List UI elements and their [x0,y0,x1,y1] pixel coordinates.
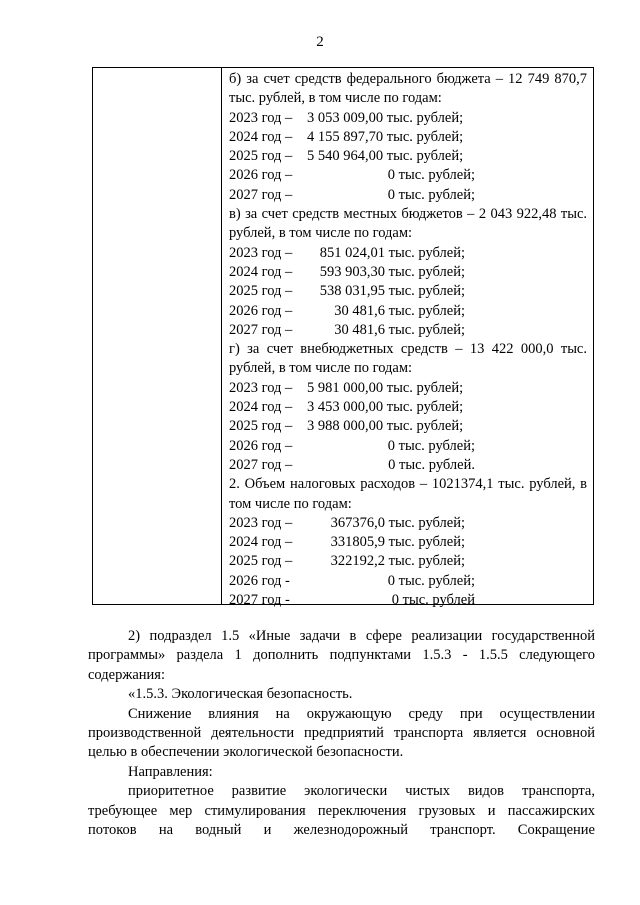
local-year-row [229,282,587,301]
tax-heading: 2. Объем налоговых расходов – 1021374,1 тыс. рублей, в [229,476,587,493]
paragraph-line: 2) подраздел 1.5 «Иные задачи в сфере реализации государственной [128,628,595,644]
tax-year-row [229,533,587,552]
year-amount: 367376,0 тыс. рублей; [330,514,465,531]
extrabudget-heading-cont: рублей, в том числе по годам: [229,360,413,377]
year-label: 2023 год – [229,109,293,126]
paragraph-line: программы» раздела 1 дополнить подпунктами 1.5.3 - 1.5.5 следующего [88,647,595,664]
tax-year-row [229,572,587,591]
tax-year-row [229,552,587,571]
year-amount: 0 тыс. рублей; [387,186,475,203]
year-label: 2026 год – [229,437,293,454]
year-label: 2027 год - [229,592,290,609]
funding-table [92,67,594,609]
section-heading: «1.5.3. Экологическая безопасность. [128,686,353,703]
year-label: 2025 год – [229,283,293,300]
year-amount: 3 453 000,00 тыс. рублей; [307,399,464,416]
year-amount: 4 155 897,70 тыс. рублей; [307,128,464,145]
paragraph-line: потоков на водный и железнодорожный транспорт. Сокращение [88,821,595,838]
year-label: 2027 год – [229,186,293,203]
federal-year-row [229,166,587,185]
year-amount: 0 тыс. рублей [391,592,475,609]
year-amount: 322192,2 тыс. рублей; [330,553,465,570]
tax-year-row [229,514,587,533]
year-amount: 593 903,30 тыс. рублей; [319,263,465,280]
year-amount: 0 тыс. рублей; [387,437,475,454]
document-body [88,627,595,840]
year-amount: 3 053 009,00 тыс. рублей; [307,109,464,126]
extrabudget-year-row [229,437,587,456]
year-amount: 538 031,95 тыс. рублей; [319,283,465,300]
federal-year-row [229,128,587,147]
year-label: 2024 год – [229,128,293,145]
year-label: 2025 год – [229,553,293,570]
local-year-row [229,321,587,340]
federal-year-row [229,109,587,128]
year-label: 2026 год - [229,572,290,589]
extrabudget-year-row [229,398,587,417]
year-label: 2026 год – [229,167,293,184]
paragraph-line: требующее мер стимулирования переключения грузовых и пассажирских [88,802,595,819]
local-heading-cont: рублей, в том числе по годам: [229,225,413,242]
year-label: 2026 год – [229,302,293,319]
extrabudget-heading: г) за счет внебюджетных средств – 13 422 000,0 тыс. [229,341,587,358]
year-label: 2023 год – [229,514,293,531]
federal-year-row [229,147,587,166]
year-amount: 3 988 000,00 тыс. рублей; [307,418,464,435]
paragraph-line: приоритетное развитие экологически чистых видов транспорта, [128,783,595,800]
funding-cell [229,70,587,610]
year-label: 2025 год – [229,148,293,165]
federal-year-row [229,186,587,205]
year-label: 2027 год – [229,321,293,338]
paragraph-line: целью в обеспечении экологической безопасности. [88,744,404,761]
paragraph-line: Направления: [128,763,213,780]
local-year-row [229,244,587,263]
year-label: 2024 год – [229,263,293,280]
year-label: 2023 год – [229,379,293,396]
year-amount: 0 тыс. рублей. [388,456,475,473]
federal-heading-cont: тыс. рублей, в том числе по годам: [229,90,442,107]
table-column-divider [221,68,222,604]
paragraph-line: Снижение влияния на окружающую среду при осуществлении [128,705,595,722]
year-amount: 851 024,01 тыс. рублей; [319,244,465,261]
tax-heading-cont: том числе по годам: [229,495,352,512]
year-label: 2027 год – [229,456,293,473]
local-year-row [229,302,587,321]
tax-year-row [229,591,587,610]
year-amount: 30 481,6 тыс. рублей; [334,302,465,319]
federal-heading: б) за счет средств федерального бюджета – 12 749 870,7 [229,71,587,87]
paragraph-line: производственной деятельности предприятий транспорта является основной [88,724,595,741]
year-label: 2025 год – [229,418,293,435]
year-amount: 0 тыс. рублей; [387,572,475,589]
year-amount: 0 тыс. рублей; [387,167,475,184]
local-year-row [229,263,587,282]
year-label: 2024 год – [229,399,293,416]
page-number: 2 [316,34,324,50]
year-label: 2023 год – [229,244,293,261]
extrabudget-year-row [229,417,587,436]
extrabudget-year-row [229,379,587,398]
year-amount: 5 540 964,00 тыс. рублей; [307,148,464,165]
year-label: 2024 год – [229,534,293,551]
paragraph-line: содержания: [88,666,166,683]
extrabudget-year-row [229,456,587,475]
year-amount: 30 481,6 тыс. рублей; [334,321,465,338]
local-heading: в) за счет средств местных бюджетов – 2 043 922,48 тыс. [229,206,587,223]
year-amount: 5 981 000,00 тыс. рублей; [307,379,464,396]
year-amount: 331805,9 тыс. рублей; [330,534,465,551]
